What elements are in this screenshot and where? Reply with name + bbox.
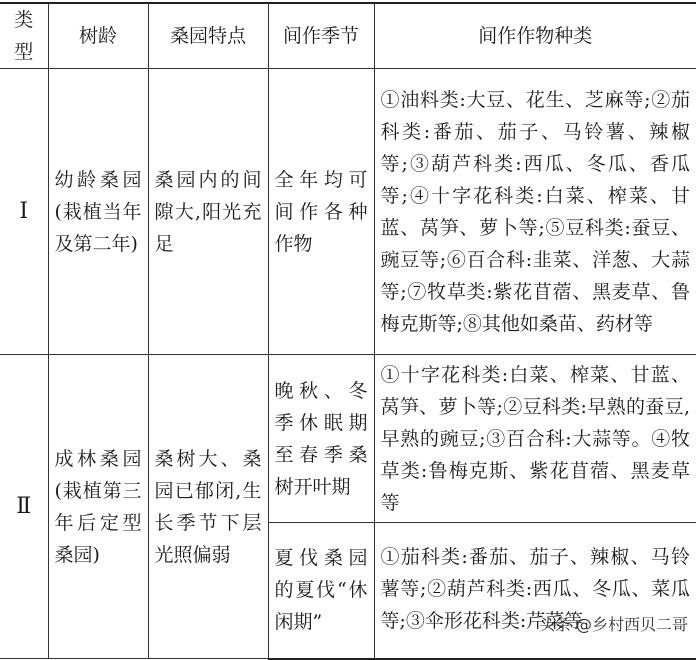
header-row <box>0 3 696 69</box>
type-cell: Ⅱ <box>0 355 48 659</box>
age-cell: 成林桑园(栽植第三年后定型桑园) <box>48 355 148 659</box>
header-season: 间作季节 <box>268 3 374 69</box>
intercrop-table <box>0 2 696 660</box>
season-cell: 夏伐桑园的夏伐“休闲期” <box>268 523 374 659</box>
crops-cell: ①油料类:大豆、花生、芝麻等;②茄科类:番茄、茄子、马铃薯、辣椒等;③葫芦科类:西瓜、冬瓜、香瓜等;④十字花科类:白菜、榨菜、甘蓝、莴笋、萝卜等;⑤豆科类:蚕豆、豌豆等;⑥百合科:韭菜、洋葱、大蒜等;⑦牧草类:紫花苜蓿、黑麦草、鲁梅克斯等;⑧其他如桑苗、药材等 <box>374 69 696 355</box>
season-cell: 晚秋、冬季休眠期至春季桑树开叶期 <box>268 355 374 523</box>
table-row <box>0 69 696 355</box>
type-cell: Ⅰ <box>0 69 48 355</box>
crops-cell: ①十字花科类:白菜、榨菜、甘蓝、莴笋、萝卜等;②豆科类:早熟的蚕豆,早熟的豌豆;③百合科:大蒜等。④牧草类:鲁梅克斯、紫花苜蓿、黑麦草等 <box>374 355 696 523</box>
age-cell: 幼龄桑园(栽植当年及第二年) <box>48 69 148 355</box>
header-type: 类型 <box>0 3 48 69</box>
watermark: 头条 @乡村西贝二哥 <box>538 615 688 634</box>
feature-cell: 桑园内的间隙大,阳光充足 <box>148 69 268 355</box>
season-cell: 全年均可间作各种作物 <box>268 69 374 355</box>
header-feature: 桑园特点 <box>148 3 268 69</box>
crops-cell: ①茄科类:番茄、茄子、辣椒、马铃薯等;②葫芦科类:西瓜、冬瓜、菜瓜等;③伞形花科类:芹菜等 <box>374 523 696 659</box>
header-crops: 间作作物种类 <box>374 3 696 69</box>
feature-cell: 桑树大、桑园已郁闭,生长季节下层光照偏弱 <box>148 355 268 659</box>
header-age: 树龄 <box>48 3 148 69</box>
table-row <box>0 355 696 523</box>
